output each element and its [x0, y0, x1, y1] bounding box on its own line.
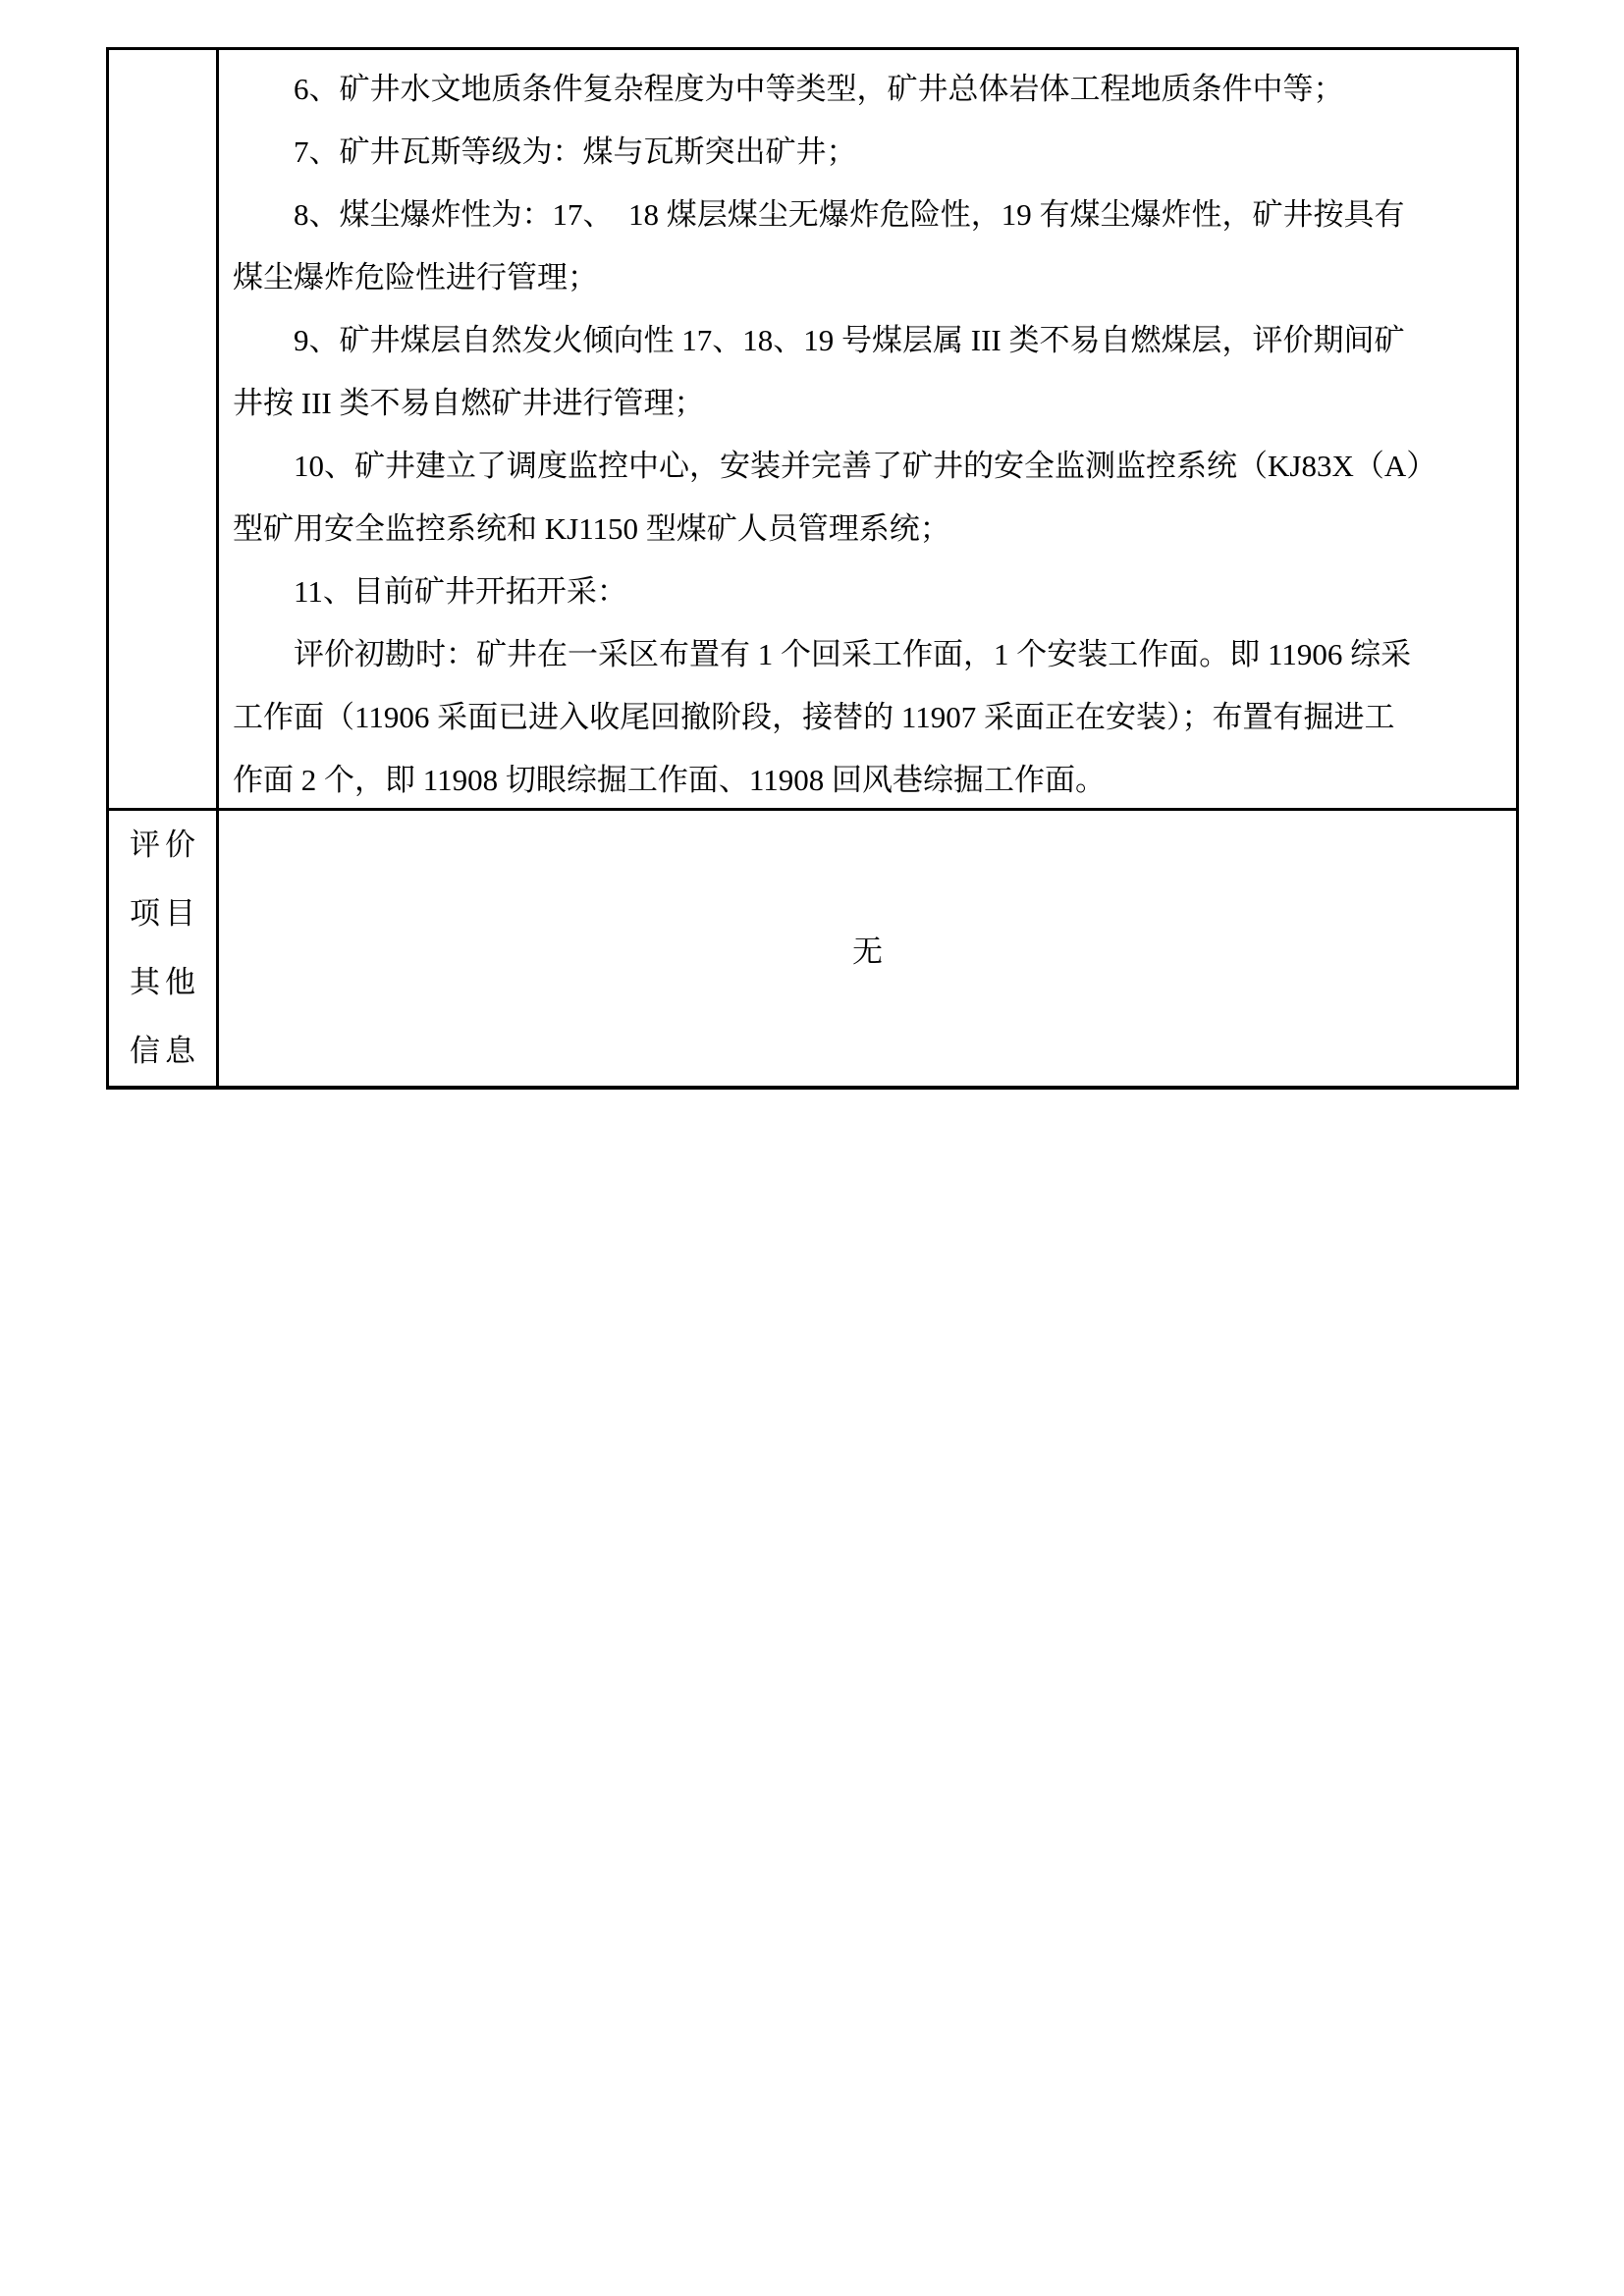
content-text-line: 煤尘爆炸危险性进行管理；: [233, 260, 598, 294]
row2-header-cell: [109, 811, 219, 1086]
row-header-text-line: 其他: [130, 965, 200, 999]
content-text-line: 评价初勘时：矿井在一采区布置有 1 个回采工作面，1 个安装工作面。即 11906 综采: [294, 637, 1412, 671]
content-text-line: 10、矿井建立了调度监控中心，安装并完善了矿井的安全监测监控系统（KJ83X（A）: [294, 449, 1437, 483]
row-header-text-line: 项目: [130, 896, 200, 931]
evaluation-info-table: [106, 47, 1519, 1090]
content-text-line: 7、矿井瓦斯等级为：煤与瓦斯突出矿井；: [294, 134, 857, 169]
content-text-line: 8、煤尘爆炸性为：17、 18 煤层煤尘无爆炸危险性，19 有煤尘爆炸性，矿井按具有: [294, 197, 1405, 232]
content-text-line: 型矿用安全监控系统和 KJ1150 型煤矿人员管理系统；: [233, 511, 950, 546]
row2-value-cell: [219, 811, 1516, 1086]
row2-value-text: 无: [852, 934, 883, 969]
row-header-text-line: 评价: [130, 828, 200, 862]
row-header-text-line: 信息: [130, 1034, 200, 1068]
content-text-line: 井按 III 类不易自燃矿井进行管理；: [233, 386, 705, 420]
row1-content-cell: [219, 50, 1516, 811]
content-text-line: 作面 2 个，即 11908 切眼综掘工作面、11908 回风巷综掘工作面。: [233, 763, 1106, 797]
row1-header-cell-empty: [109, 50, 219, 811]
content-text-line: 9、矿井煤层自然发火倾向性 17、18、19 号煤层属 III 类不易自燃煤层，评价期间矿: [294, 323, 1405, 357]
content-text-line: 6、矿井水文地质条件复杂程度为中等类型，矿井总体岩体工程地质条件中等；: [294, 72, 1344, 106]
content-text-line: 11、目前矿井开拓开采：: [294, 574, 627, 609]
content-text-line: 工作面（11906 采面已进入收尾回撤阶段，接替的 11907 采面正在安装）；布置有掘进工: [233, 700, 1395, 734]
